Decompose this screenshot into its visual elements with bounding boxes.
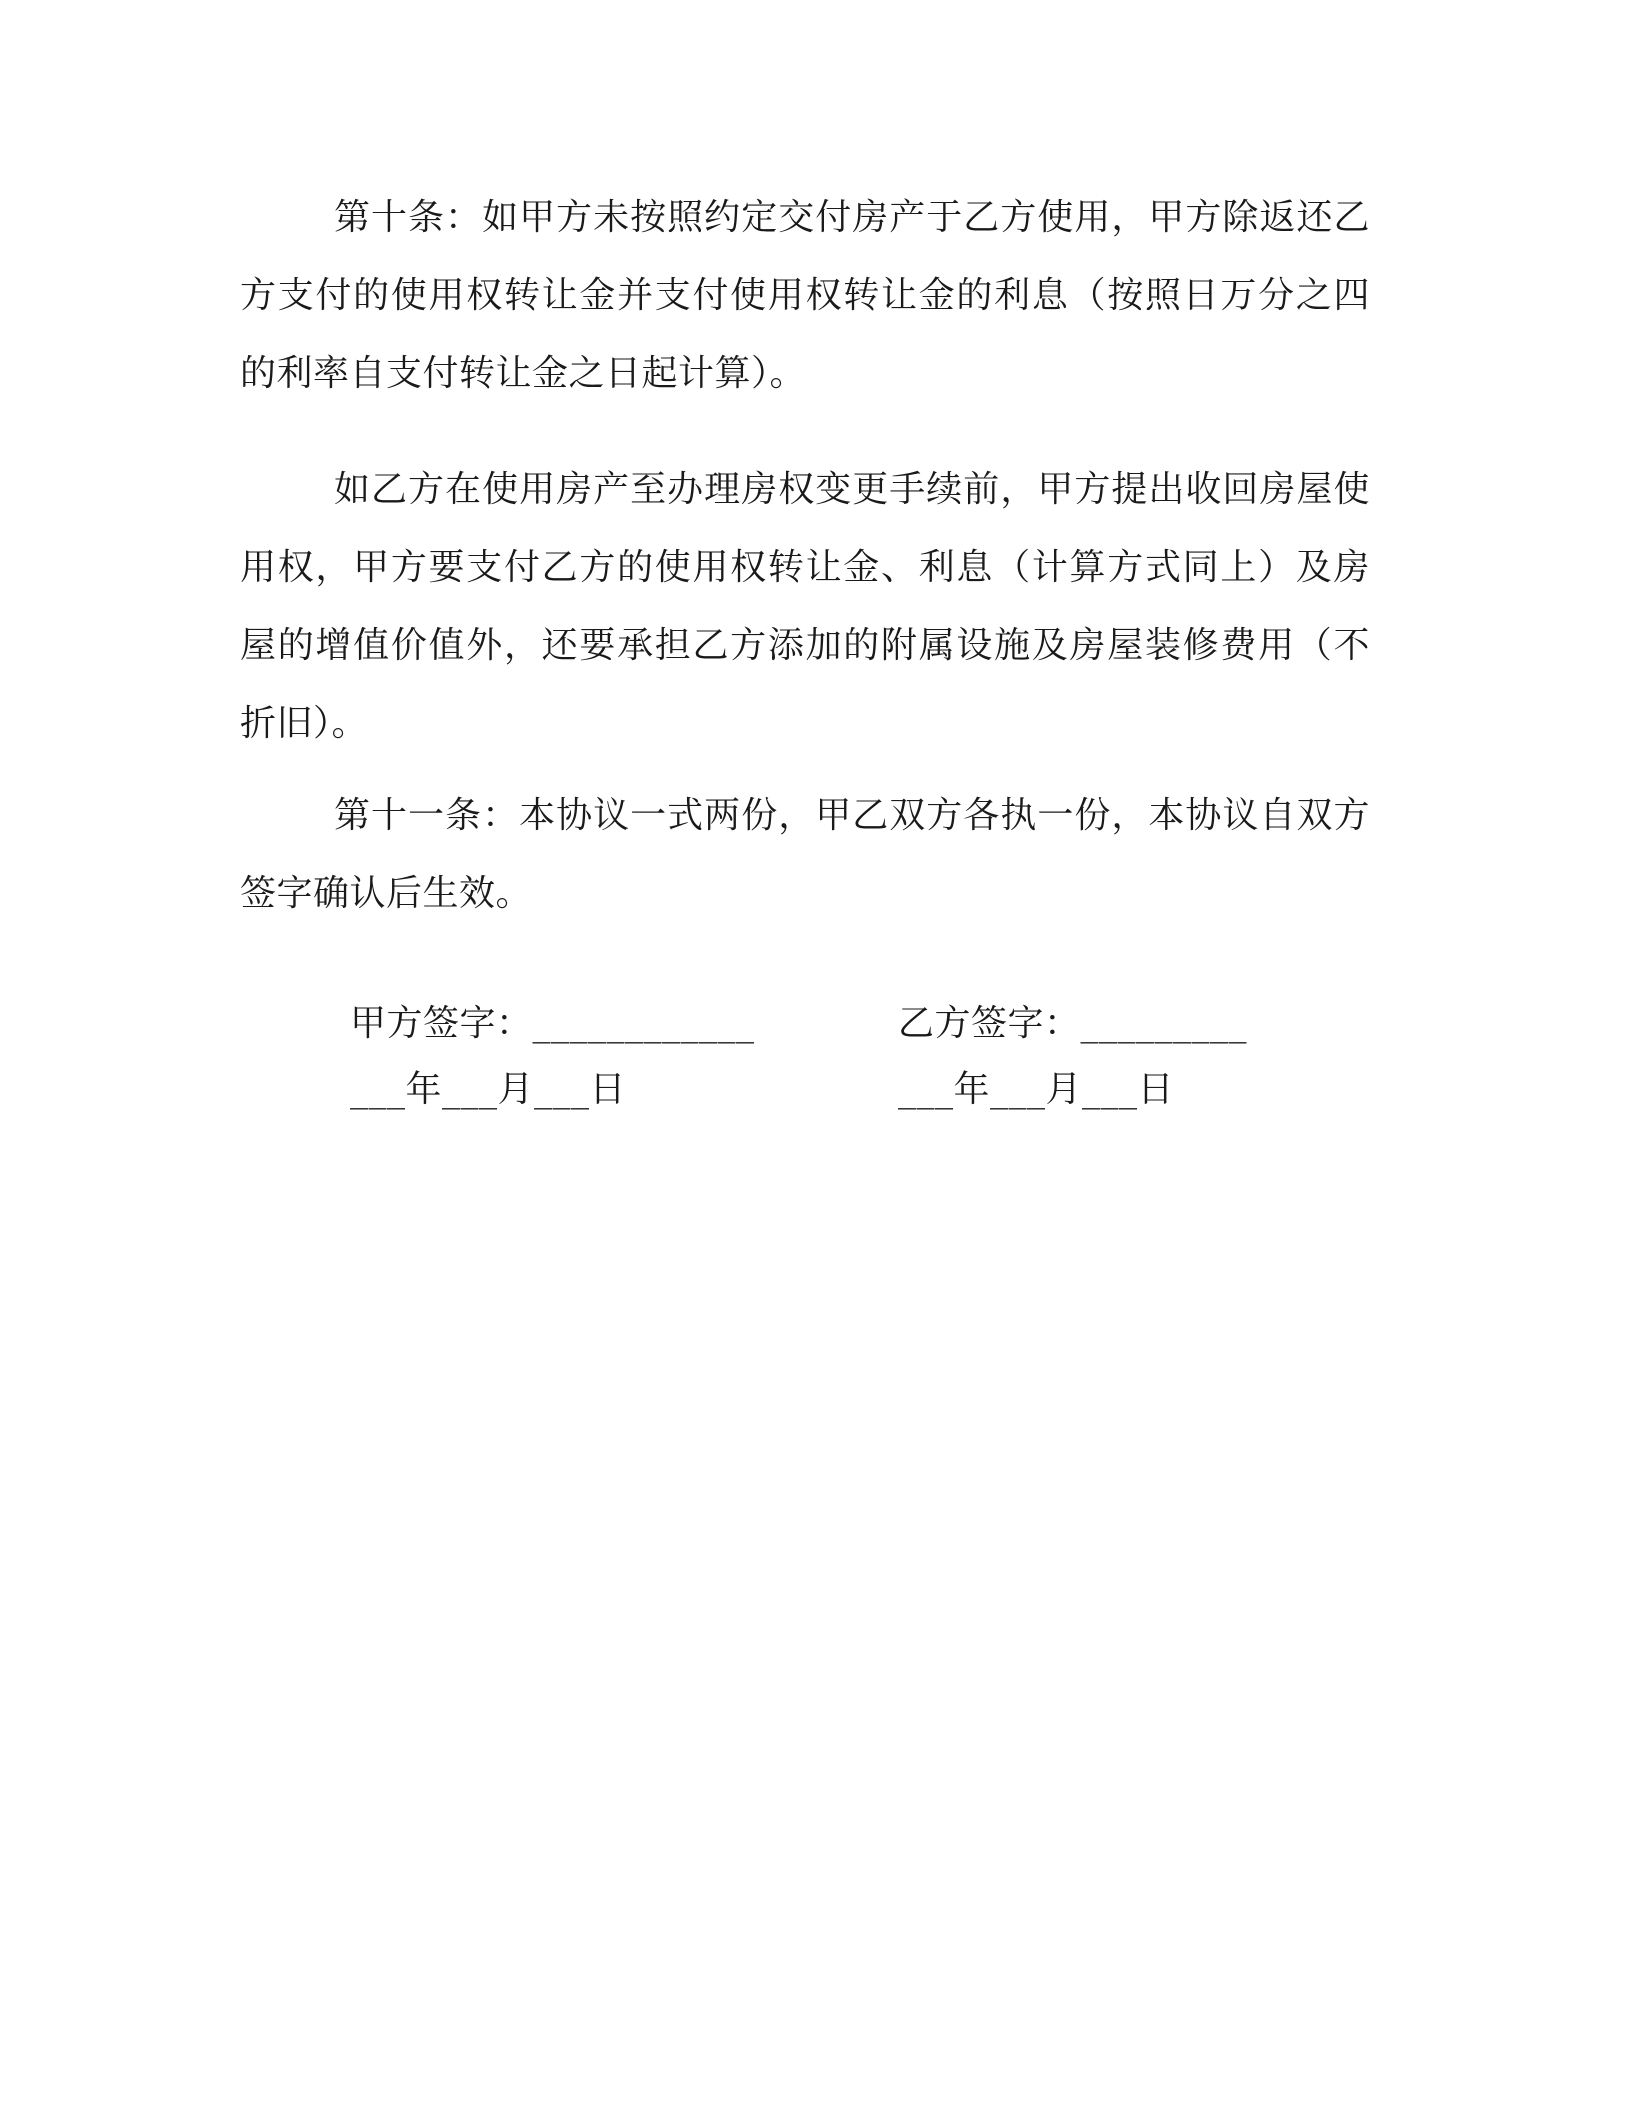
party-a-date-line: ___年___月___日 (350, 1069, 627, 1110)
party-b-date-line: ___年___月___日 (898, 1069, 1175, 1110)
article-10-continued-paragraph: 如乙方在使用房产至办理房权变更手续前，甲方提出收回房屋使用权，甲方要支付乙方的使用权转让金、利息（计算方式同上）及房屋的增值价值外，还要承担乙方添加的附属设施及房屋装修费用（不折旧）。 (240, 469, 1370, 744)
article-11-paragraph: 第十一条：本协议一式两份，甲乙双方各执一份，本协议自双方签字确认后生效。 (240, 795, 1370, 914)
article-10-paragraph: 第十条：如甲方未按照约定交付房产于乙方使用，甲方除返还乙方支付的使用权转让金并支付使用权转让金的利息（按照日万分之四的利率自支付转让金之日起计算）。 (240, 197, 1370, 394)
party-b-signature-line: 乙方签字：_________ (898, 1003, 1248, 1044)
party-a-signature-line: 甲方签字：____________ (350, 1003, 755, 1044)
